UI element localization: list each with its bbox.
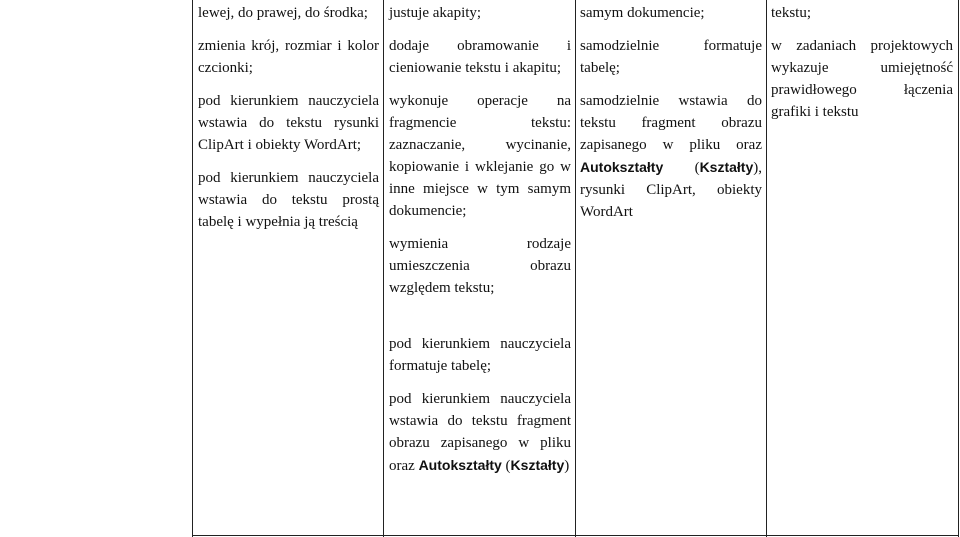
list-item bbox=[580, 90, 762, 223]
bold-term: Kształty bbox=[699, 159, 754, 175]
list-item: samodzielnie formatuje tabelę; bbox=[580, 38, 762, 76]
table-column-divider-2 bbox=[575, 0, 576, 537]
list-item: lewej, do prawej, do środka; bbox=[198, 5, 368, 21]
list-item-text: ) bbox=[564, 458, 570, 474]
list-item: wymienia rodzaje umieszczenia obrazu względem tekstu; bbox=[389, 236, 571, 296]
table-column-divider-3 bbox=[766, 0, 767, 537]
list-item-text: ( bbox=[501, 458, 511, 474]
list-item: w zadaniach projektowych wykazuje umiejętność prawidłowego łączenia grafiki i tekstu bbox=[771, 38, 953, 120]
list-item: pod kierunkiem nauczyciela wstawia do tekstu prostą tabelę i wypełnia ją treścią bbox=[198, 170, 379, 230]
list-item: pod kierunkiem nauczyciela formatuje tabelę; bbox=[389, 336, 571, 374]
table-cell-col1 bbox=[198, 2, 379, 233]
table-column-divider-1 bbox=[383, 0, 384, 537]
bold-term: Kształty bbox=[510, 457, 565, 473]
table-cell-col2-continued bbox=[389, 333, 571, 477]
table-cell-col2 bbox=[389, 2, 571, 310]
list-item-text: pod kierunkiem nauczyciela wstawia do tekstu fragment obrazu zapisanego w pliku oraz bbox=[389, 391, 571, 474]
list-item: wykonuje operacje na fragmencie tekstu: zaznaczanie, wycinanie, kopiowanie i wklejanie go w inne miejsce w tym samym dokumencie; bbox=[389, 93, 571, 219]
list-item-text: samodzielnie wstawia do tekstu fragment obrazu zapisanego w pliku oraz bbox=[580, 93, 762, 153]
bold-term: Autokształty bbox=[580, 159, 664, 175]
table-border-left bbox=[192, 0, 193, 537]
list-item: dodaje obramowanie i cieniowanie tekstu i akapitu; bbox=[389, 38, 571, 76]
list-item: pod kierunkiem nauczyciela wstawia do tekstu rysunki ClipArt i obiekty WordArt; bbox=[198, 93, 379, 153]
table-cell-col3 bbox=[580, 2, 762, 223]
list-item: tekstu; bbox=[771, 5, 811, 21]
list-item bbox=[389, 388, 571, 477]
bold-term: Autokształty bbox=[418, 457, 502, 473]
table-border-bottom bbox=[192, 535, 959, 536]
list-item-text: ( bbox=[663, 160, 700, 176]
list-item: zmienia krój, rozmiar i kolor czcionki; bbox=[198, 38, 379, 76]
list-item-text: ), rysunki ClipArt, obiekty WordArt bbox=[580, 160, 762, 220]
list-item: samym dokumencie; bbox=[580, 5, 705, 21]
table-border-right bbox=[958, 0, 959, 537]
list-item: justuje akapity; bbox=[389, 5, 482, 21]
table-cell-col4 bbox=[771, 2, 953, 123]
